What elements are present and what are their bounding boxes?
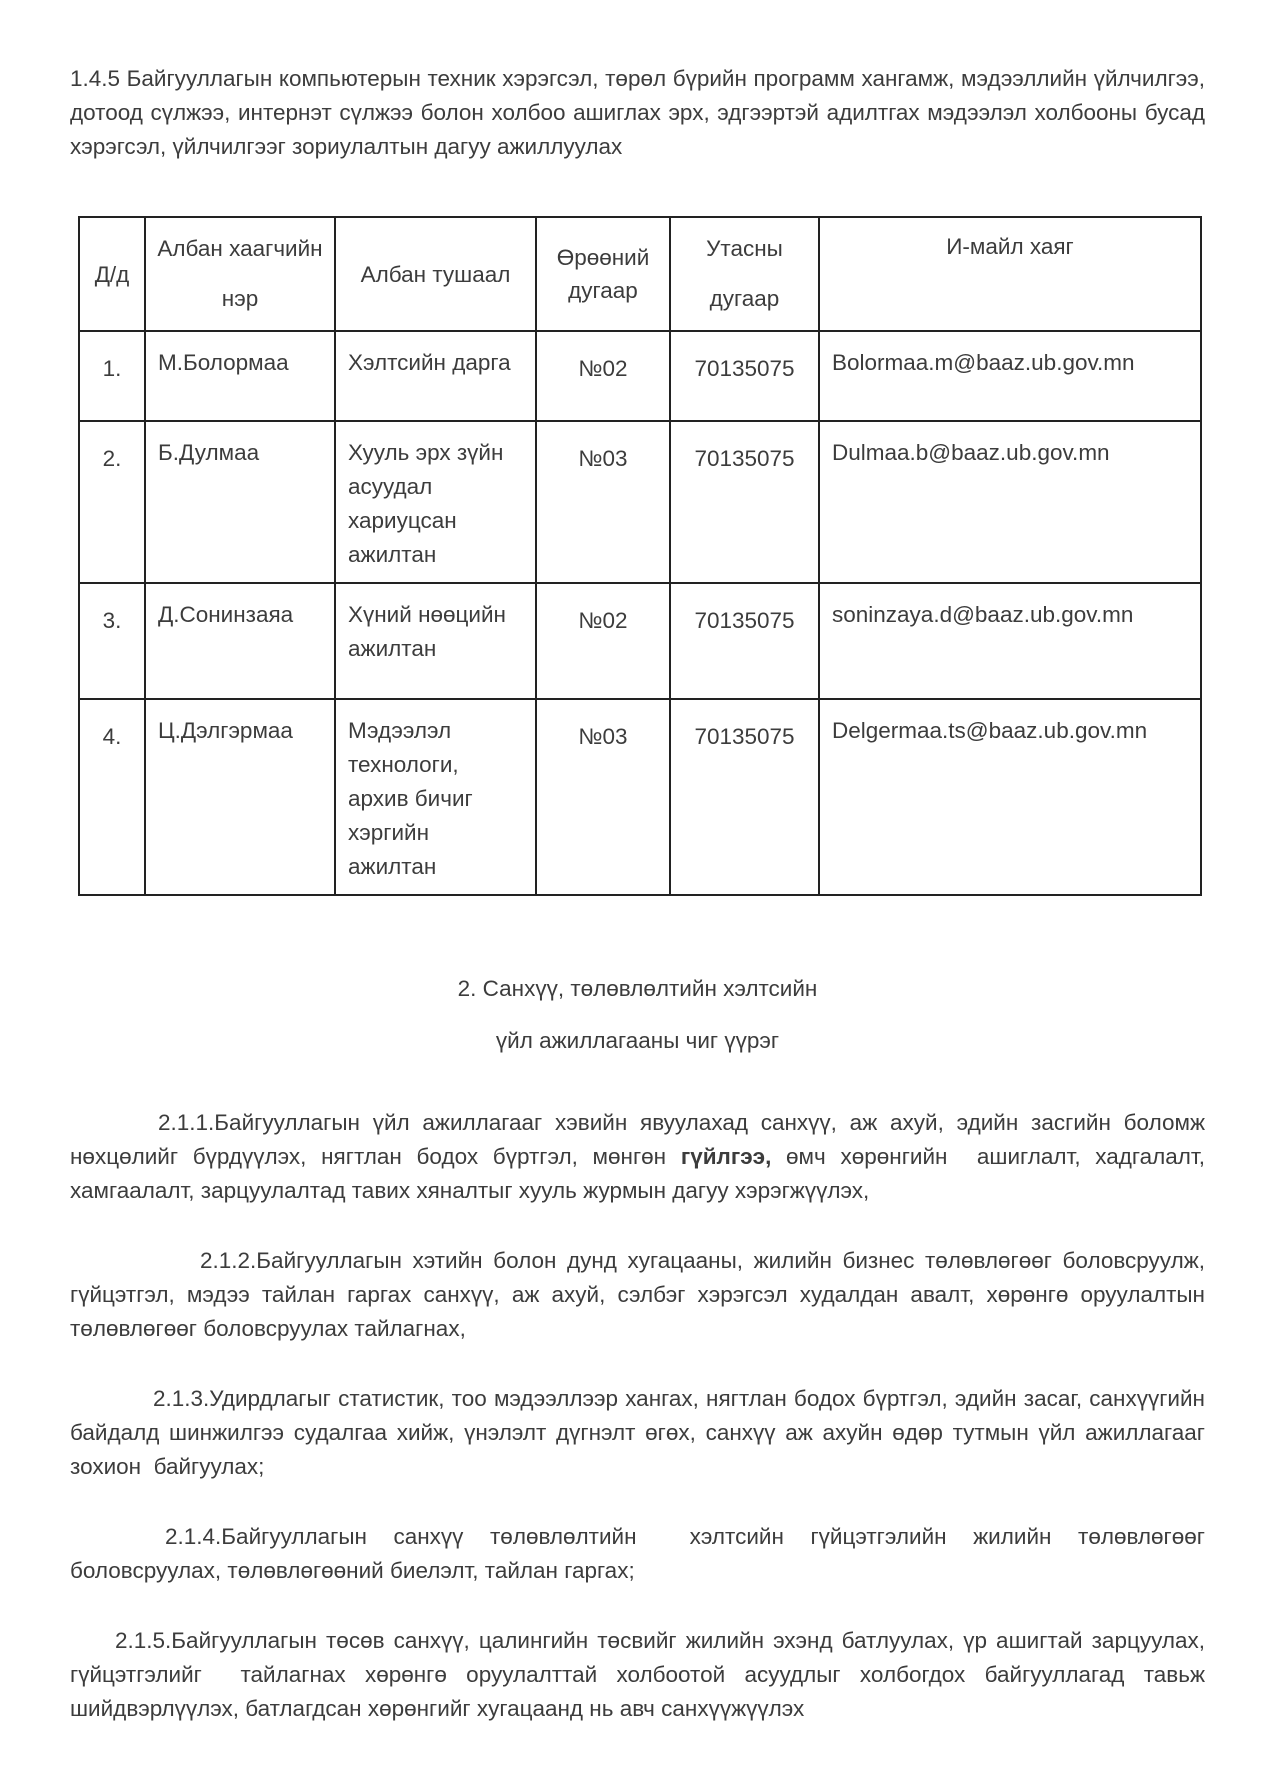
header-number: Д/д — [79, 217, 145, 331]
intro-paragraph: 1.4.5 Байгууллагын компьютерын техник хэрэгсэл, төрөл бүрийн программ хангамж, мэдээллийн үйлчилгээ, дотоод сүлжээ, интернэт сүлжээ болон холбоо ашиглах эрх, эдгээртэй адилтгах мэдээлэл холбооны бусад хэрэгсэл, үйлчилгээг зориулалтын дагуу ажиллуулах — [70, 66, 1212, 159]
phone-cell: 70135075 — [670, 421, 819, 583]
name-cell: Д.Сонинзаяа — [145, 583, 335, 699]
header-room: Өрөөний дугаар — [536, 217, 670, 331]
paragraph-bold-text: гүйлгээ, — [680, 1144, 772, 1169]
header-position: Албан тушаал — [335, 217, 536, 331]
paragraph-text: өмч хөрөнгийн ашиглалт, хадгалалт, хамгаалалт, зарцуулалтад тавих хяналтыг хууль журмын дагуу хэрэгжүүлэх, — [70, 1144, 1218, 1203]
email-cell: soninzaya.d@baaz.ub.gov.mn — [819, 583, 1201, 699]
paragraph-2-1-2 — [70, 1244, 1212, 1346]
name-cell: М.Болормаа — [145, 331, 335, 421]
table-row — [79, 699, 1201, 895]
position-cell: Мэдээлэл технологи, архив бичиг хэргийн ажилтан — [335, 699, 536, 895]
phone-cell: 70135075 — [670, 699, 819, 895]
section-heading-line-1: 2. Санхүү, төлөвлөлтийн хэлтсийн — [457, 976, 818, 1001]
paragraph-text: 2.1.4.Байгууллагын санхүү төлөвлөлтийн хэлтсийн гүйцэтгэлийн жилийн төлөвлөгөөг боловсруулах, төлөвлөгөөний биелэлт, тайлан гаргах; — [70, 1524, 1212, 1583]
table-row — [79, 583, 1201, 699]
table-row — [79, 331, 1201, 421]
phone-cell: 70135075 — [670, 583, 819, 699]
paragraph-text: 2.1.1.Байгууллагын үйл ажиллагааг хэвийн явуулахад санхүү, аж ахуй, эдийн засгийн боломж нөхцөлийг бүрдүүлэх, нягтлан бодох бүртгэл, мөнгөн — [70, 1110, 1212, 1169]
email-cell: Dulmaa.b@baaz.ub.gov.mn — [819, 421, 1201, 583]
position-cell: Хэлтсийн дарга — [335, 331, 536, 421]
paragraph-2-1-4 — [70, 1520, 1212, 1588]
row-number-cell: 3. — [79, 583, 145, 699]
section-heading-line-2: үйл ажиллагааны чиг үүрэг — [495, 1028, 780, 1053]
staff-table — [78, 216, 1202, 896]
paragraph-2-1-3 — [70, 1382, 1212, 1484]
table-header-row — [79, 217, 1201, 331]
header-phone: Утасны дугаар — [670, 217, 819, 331]
paragraph-2-1-5 — [70, 1624, 1212, 1726]
paragraph-2-1-1 — [70, 1106, 1218, 1208]
position-cell: Хүний нөөцийн ажилтан — [335, 583, 536, 699]
room-cell: №02 — [536, 583, 670, 699]
name-cell: Ц.Дэлгэрмаа — [145, 699, 335, 895]
header-email: И-майл хаяг — [819, 217, 1201, 331]
table-row — [79, 421, 1201, 583]
paragraph-text: 2.1.5.Байгууллагын төсөв санхүү, цалингийн төсвийг жилийн эхэнд батлуулах, үр ашигтай зарцуулах, гүйцэтгэлийг тайлагнах хөрөнгө оруулалттай холбоотой асуудлыг холбогдох байгууллагад тавьж шийдвэрлүүлэх, батлагдсан хөрөнгийг хугацаанд нь авч санхүүжүүлэх — [70, 1628, 1212, 1721]
row-number-cell: 2. — [79, 421, 145, 583]
room-cell: №03 — [536, 421, 670, 583]
paragraph-text: 2.1.3.Удирдлагыг статистик, тоо мэдээллээр хангах, нягтлан бодох бүртгэл, эдийн засаг, санхүүгийн байдалд шинжилгээ судалгаа хийж, үнэлэлт дүгнэлт өгөх, санхүү аж ахуйн өдөр тутмын үйл ажиллагааг зохион байгуулах; — [70, 1386, 1212, 1479]
header-name: Албан хаагчийн нэр — [145, 217, 335, 331]
email-cell: Bolormaa.m@baaz.ub.gov.mn — [819, 331, 1201, 421]
name-cell: Б.Дулмаа — [145, 421, 335, 583]
room-cell: №02 — [536, 331, 670, 421]
row-number-cell: 1. — [79, 331, 145, 421]
position-cell: Хууль эрх зүйн асуудал хариуцсан ажилтан — [335, 421, 536, 583]
paragraph-text: 2.1.2.Байгууллагын хэтийн болон дунд хугацааны, жилийн бизнес төлөвлөгөөг боловсруулж, гүйцэтгэл, мэдээ тайлан гаргах санхүү, аж ахуй, сэлбэг хэрэгсэл худалдан авалт, хөрөнгө оруулалтын төлөвлөгөөг боловсруулах тайлагнах, — [70, 1248, 1212, 1341]
phone-cell: 70135075 — [670, 331, 819, 421]
room-cell: №03 — [536, 699, 670, 895]
row-number-cell: 4. — [79, 699, 145, 895]
email-cell: Delgermaa.ts@baaz.ub.gov.mn — [819, 699, 1201, 895]
